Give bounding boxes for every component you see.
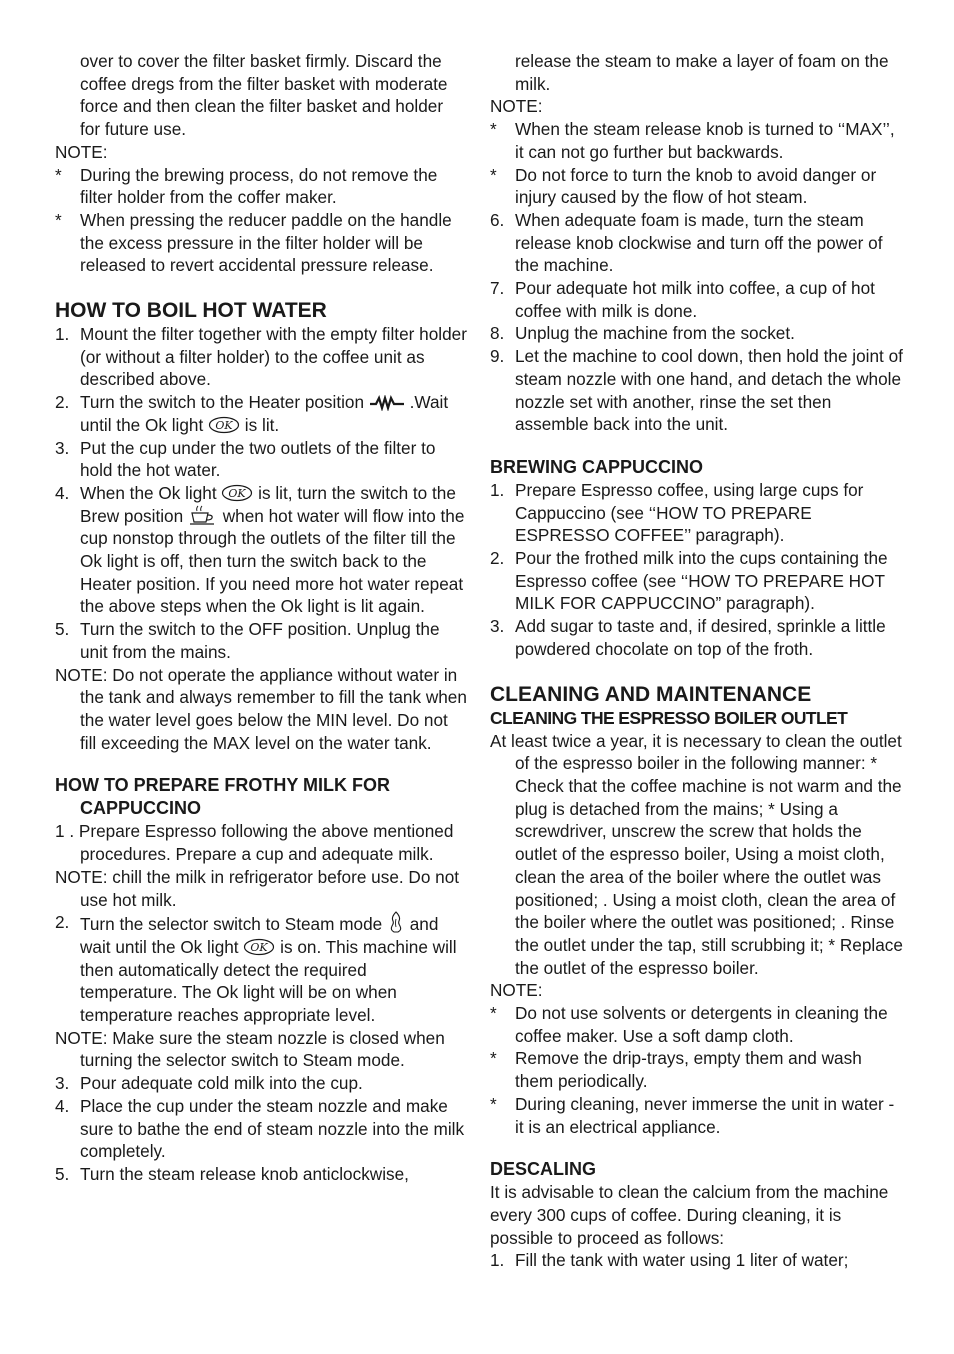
note-label: NOTE:: [55, 141, 108, 162]
section-heading-milk: HOW TO PREPARE FROTHY MILK FOR CAPPUCCINO: [55, 775, 391, 819]
heater-icon: [369, 395, 405, 411]
list-item: 2. Turn the selector switch to Steam mode and wait until the Ok light OK is on. This machine will then automatically detect the required temperature. The Ok light will be on when temperature reaches appropriate level.: [55, 912, 457, 1026]
ok-light-icon: [243, 938, 275, 956]
subheading-boiler-outlet: CLEANING THE ESPRESSO BOILER OUTLET: [490, 707, 848, 728]
list-item: * During cleaning, never immerse the unit in water - it is an electrical appliance.: [490, 1093, 895, 1137]
list-item: 3. Pour adequate cold milk into the cup.: [55, 1073, 363, 1094]
list-item: * When the steam release knob is turned to ‘‘MAX’’, it can not go further but backwards.: [490, 119, 895, 162]
list-item: 3. Put the cup under the two outlets of the filter to hold the hot water.: [55, 437, 436, 481]
list-item: 4. When the Ok light OK is lit, turn the switch to the Brew position when hot water will flow into the cup nonstop through the outlets of the filter till the Ok light is off, then turn the switch back to the Heater position. If you need more hot water repeat the above steps when the Ok light is lit again.: [55, 482, 465, 617]
list-item: * Do not force to turn the knob to avoid danger or injury caused by the flow of hot steam.: [490, 164, 877, 208]
cleaning-paragraph: At least twice a year, it is necessary to clean the outlet of the espresso boiler in the following manner: * Check that the coffee machine is not warm and the plug is detached from the mains; * Using a screwdriver, unscrew the screw that holds the outlet of the espresso boiler, Using a moist cloth, clean the area of the boiler where the outlet was positioned; . Using a moist cloth, clean the area of the boiler where the outlet was positioned; . Rinse the outlet under the tap, still scrubbing it; * Replace the outlet of the espresso boiler.: [490, 730, 903, 978]
list-item: 5. Turn the steam release knob anticlockwise,: [55, 1163, 409, 1184]
section-heading-descaling: DESCALING: [490, 1159, 597, 1180]
note-paragraph: NOTE: Do not operate the appliance without water in the tank and always remember to fill the tank when the water level goes below the MIN level. Do not fill exceeding the MAX level on the water tank.: [55, 664, 467, 753]
svg-text:OK: OK: [250, 940, 268, 954]
list-item: * When pressing the reducer paddle on the handle the excess pressure in the filter holder will be released to revert accidental pressure release.: [55, 209, 452, 276]
continued-paragraph: release the steam to make a layer of foam on the milk.: [515, 51, 889, 94]
note-label: NOTE:: [490, 980, 543, 1001]
list-item: 4. Place the cup under the steam nozzle and make sure to bathe the end of steam nozzle into the milk completely.: [55, 1095, 465, 1162]
descaling-paragraph: It is advisable to clean the calcium from the machine every 300 cups of coffee. During cleaning, it is possible to proceed as follows:: [490, 1182, 889, 1248]
section-heading-cappuccino: BREWING CAPPUCCINO: [490, 456, 704, 477]
list-item: * Remove the drip-trays, empty them and wash them periodically.: [490, 1048, 862, 1092]
list-item: 3. Add sugar to taste and, if desired, sprinkle a little powdered chocolate on top of the froth.: [490, 616, 886, 659]
list-item: 2. Pour the frothed milk into the cups containing the Espresso coffee (see ‘‘HOW TO PREPARE HOT MILK FOR CAPPUCCINO” paragraph).: [490, 548, 888, 614]
note-label: NOTE:: [490, 96, 543, 117]
brew-icon: [188, 505, 218, 525]
list-item: 9. Let the machine to cool down, then hold the joint of steam nozzle with one hand, and detach the whole nozzle set with another, rinse the set then assemble back into the unit.: [490, 346, 903, 435]
svg-text:OK: OK: [228, 486, 247, 500]
note-paragraph: NOTE: Make sure the steam nozzle is closed when turning the selector switch to Steam mode.: [55, 1027, 445, 1071]
list-item: 5. Turn the switch to the OFF position. Unplug the unit from the mains.: [55, 619, 440, 662]
list-item: 1. Prepare Espresso coffee, using large cups for Cappuccino (see ‘‘HOW TO PREPARE ESPRESSO COFFEE’’ paragraph).: [490, 479, 864, 546]
ok-light-icon: [221, 484, 253, 502]
list-item: 1. Fill the tank with water using 1 liter of water;: [490, 1250, 849, 1271]
svg-text:OK: OK: [215, 418, 233, 432]
right-column: [490, 50, 904, 1272]
list-item: 2. Turn the switch to the Heater position .Wait until the Ok light OK is lit.: [55, 392, 449, 435]
list-item: 1. Mount the filter together with the empty filter holder (or without a filter holder) to the coffee unit as described above.: [55, 324, 467, 390]
list-item: 1 . Prepare Espresso following the above mentioned procedures. Prepare a cup and adequate milk.: [55, 821, 454, 865]
ok-light-icon: [208, 416, 240, 434]
note-paragraph: NOTE: chill the milk in refrigerator before use. Do not use hot milk.: [55, 866, 460, 910]
list-item: * During the brewing process, do not remove the filter holder from the coffer maker.: [55, 164, 438, 208]
left-column: [55, 50, 467, 1186]
section-heading-cleaning: CLEANING AND MAINTENANCE: [490, 682, 812, 706]
list-item: 6. When adequate foam is made, turn the steam release knob clockwise and turn off the power of the machine.: [490, 209, 883, 276]
list-item: 8. Unplug the machine from the socket.: [490, 323, 795, 344]
steam-icon: [387, 911, 405, 933]
section-heading-boil: HOW TO BOIL HOT WATER: [55, 299, 327, 323]
list-item: 7. Pour adequate hot milk into coffee, a cup of hot coffee with milk is done.: [490, 278, 875, 321]
list-item: * Do not use solvents or detergents in cleaning the coffee maker. Use a soft damp cloth.: [490, 1003, 888, 1046]
continued-paragraph: over to cover the filter basket firmly. Discard the coffee dregs from the filter basket with moderate force and then clean the filter basket and holder for future use.: [80, 51, 448, 140]
